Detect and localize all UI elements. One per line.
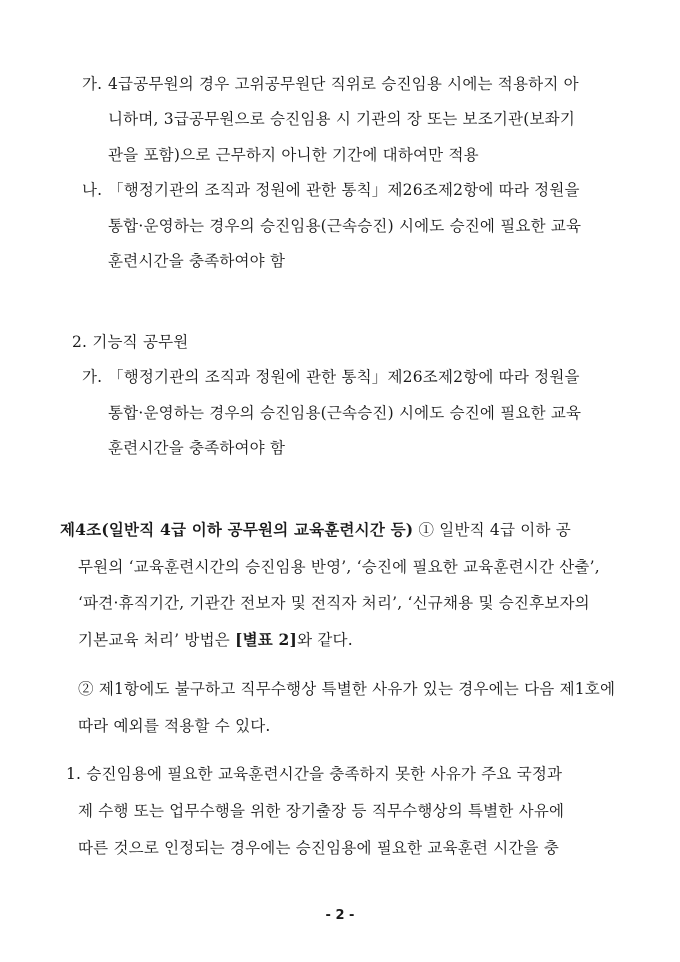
item-ga2-line-3: 훈련시간을 충족하여야 함	[108, 439, 286, 457]
article-4-item1-line-3: 따른 것으로 인정되는 경우에는 승진임용에 필요한 교육훈련 시간을 충	[78, 839, 560, 857]
item-ga-marker: 가.	[82, 75, 103, 93]
page-number: - 2 -	[325, 908, 355, 923]
article-4-item1-line-1: 1. 승진임용에 필요한 교육훈련시간을 충족하지 못한 사유가 주요 국정과	[66, 765, 563, 783]
article-4-para2-line-2: 따라 예외를 적용할 수 있다.	[78, 717, 271, 735]
item-ga2-line-2: 통합·운영하는 경우의 승진임용(근속승진) 시에도 승진에 필요한 교육	[108, 404, 582, 422]
item-ga-line-1: 4급공무원의 경우 고위공무원단 직위로 승진임용 시에는 적용하지 아	[108, 75, 579, 93]
article-4-para1-start: ① 일반직 4급 이하 공	[413, 521, 571, 539]
item-ga2-line-1: 「행정기관의 조직과 정원에 관한 통칙」제26조제2항에 따라 정원을	[108, 368, 580, 386]
item-na-marker: 나.	[82, 181, 103, 199]
item-ga2-marker: 가.	[82, 368, 103, 386]
item-na-line-1: 「행정기관의 조직과 정원에 관한 통칙」제26조제2항에 따라 정원을	[108, 181, 580, 199]
article-4-line-3: ‘파견·휴직기간, 기관간 전보자 및 전직자 처리’, ‘신규채용 및 승진후보자의	[78, 594, 590, 612]
article-4-line-1	[60, 520, 571, 540]
item-na-line-3: 훈련시간을 충족하여야 함	[108, 252, 286, 270]
article-4-para2-line-1: ② 제1항에도 불구하고 직무수행상 특별한 사유가 있는 경우에는 다음 제1호에	[78, 680, 616, 698]
article-4-title: 제4조(일반직 4급 이하 공무원의 교육훈련시간 등)	[60, 520, 414, 539]
article-4-item1-line-2: 제 수행 또는 업무수행을 위한 장기출장 등 직무수행상의 특별한 사유에	[78, 802, 565, 820]
item-na-line-2: 통합·운영하는 경우의 승진임용(근속승진) 시에도 승진에 필요한 교육	[108, 217, 582, 235]
item-ga-line-3: 관을 포함)으로 근무하지 아니한 기간에 대하여만 적용	[108, 146, 479, 164]
annex-reference: [별표 2]	[235, 630, 298, 649]
article-4-line-4: 기본교육 처리’ 방법은 [별표 2]와 같다.	[78, 630, 353, 649]
item-ga-line-2: 니하며, 3급공무원으로 승진임용 시 기관의 장 또는 보조기관(보좌기	[108, 110, 575, 128]
section-heading-functional: 2. 기능직 공무원	[72, 333, 189, 351]
article-4-line-2: 무원의 ‘교육훈련시간의 승진임용 반영’, ‘승진에 필요한 교육훈련시간 산출’,	[78, 558, 600, 576]
